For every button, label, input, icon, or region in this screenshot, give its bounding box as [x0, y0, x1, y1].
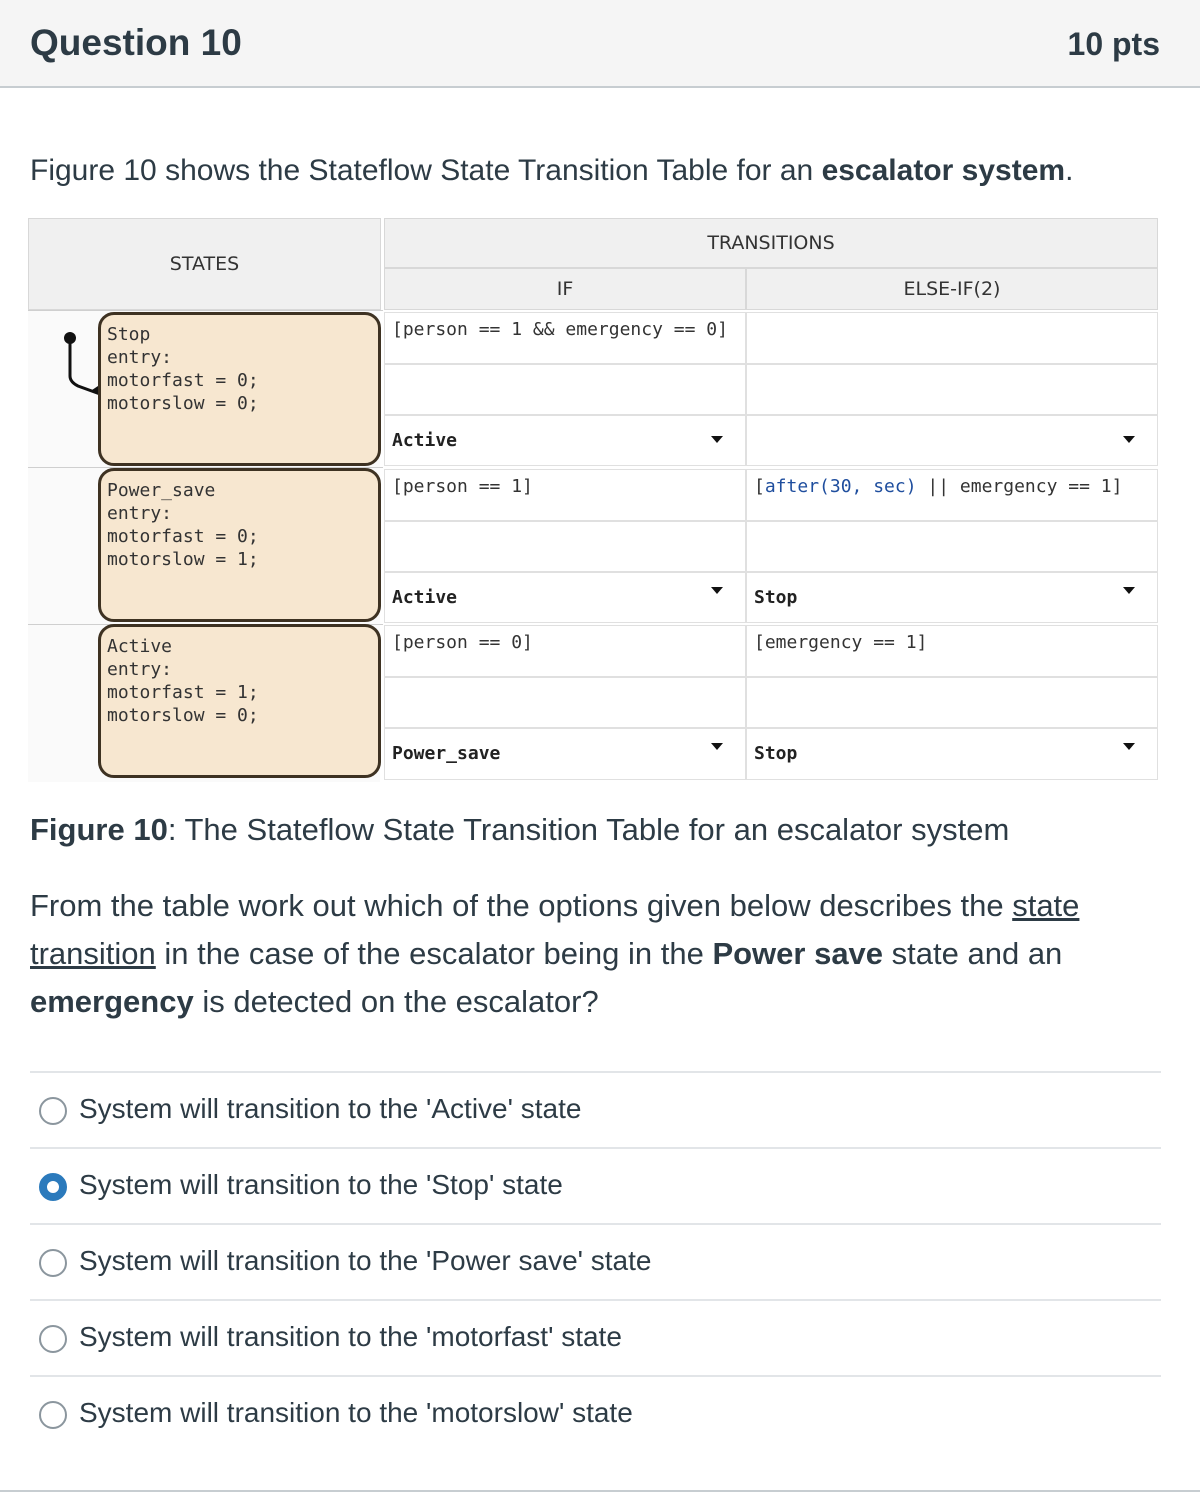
radio-button-icon[interactable]	[39, 1249, 67, 1277]
elseif-empty-stop	[746, 364, 1158, 415]
if-header: IF	[384, 268, 746, 310]
states-header: STATES	[28, 218, 381, 310]
if-destination-power-save[interactable]	[384, 572, 746, 623]
transitions-header: TRANSITIONS	[384, 218, 1158, 268]
answer-label[interactable]: System will transition to the 'Power save' state	[79, 1245, 652, 1276]
if-destination-stop-label: Active	[392, 430, 458, 451]
question-text	[30, 882, 1160, 1026]
if-empty-power-save	[384, 521, 746, 572]
dropdown-caret-icon	[711, 587, 723, 594]
answer-option-4[interactable]	[30, 1299, 1161, 1375]
if-destination-stop[interactable]	[384, 415, 746, 466]
if-empty-active	[384, 677, 746, 728]
dropdown-caret-icon	[711, 743, 723, 750]
dropdown-caret-icon	[1123, 743, 1135, 750]
dropdown-caret-icon	[1123, 436, 1135, 443]
state-transition-table-figure	[28, 218, 1160, 782]
question-text-bold-2: emergency	[30, 984, 194, 1019]
answer-option-2[interactable]	[30, 1147, 1161, 1223]
question-text-bold-1: Power save	[712, 936, 884, 971]
if-destination-active-label: Power_save	[392, 743, 501, 764]
answer-option-5[interactable]	[30, 1375, 1161, 1451]
radio-button-icon[interactable]	[39, 1325, 67, 1353]
elseif-destination-stop[interactable]	[746, 415, 1158, 466]
state-power-save[interactable]: Power_save entry: motorfast = 0; motorslow = 1;	[98, 468, 381, 622]
question-text-4: is detected on the escalator?	[193, 984, 599, 1019]
answer-label[interactable]: System will transition to the 'Active' state	[79, 1093, 582, 1124]
elseif-destination-active-label: Stop	[754, 743, 798, 764]
bottom-divider	[0, 1490, 1200, 1492]
dropdown-caret-icon	[1123, 587, 1135, 594]
radio-button-selected-icon[interactable]	[39, 1173, 67, 1201]
question-header	[0, 0, 1200, 88]
if-condition-active[interactable]: [person == 0]	[384, 625, 746, 677]
elseif-header: ELSE-IF(2)	[746, 268, 1158, 310]
radio-button-icon[interactable]	[39, 1401, 67, 1429]
elseif-cond-post: || emergency == 1]	[916, 476, 1123, 497]
if-condition-stop[interactable]: [person == 1 && emergency == 0]	[384, 312, 746, 364]
elseif-condition-stop[interactable]	[746, 312, 1158, 364]
elseif-empty-power-save	[746, 521, 1158, 572]
state-stop[interactable]: Stop entry: motorfast = 0; motorslow = 0;	[98, 312, 381, 466]
if-condition-power-save[interactable]: [person == 1]	[384, 469, 746, 521]
elseif-destination-power-save-label: Stop	[754, 587, 798, 608]
question-text-3: state and an	[883, 936, 1063, 971]
answer-option-3[interactable]	[30, 1223, 1161, 1299]
if-destination-active[interactable]	[384, 728, 746, 780]
elseif-cond-pre: [	[754, 476, 765, 497]
question-text-1: From the table work out which of the options given below describes the	[30, 888, 1013, 923]
elseif-empty-active	[746, 677, 1158, 728]
intro-bold: escalator system	[821, 154, 1066, 187]
answer-list	[30, 1071, 1161, 1451]
elseif-destination-power-save[interactable]	[746, 572, 1158, 623]
if-destination-power-save-label: Active	[392, 587, 458, 608]
question-points: 10 pts	[1067, 26, 1160, 62]
intro-text: Figure 10 shows the Stateflow State Transition Table for an	[30, 154, 822, 187]
question-text-underline: state transition	[30, 888, 1080, 971]
state-active[interactable]: Active entry: motorfast = 1; motorslow = 0;	[98, 624, 381, 778]
answer-label[interactable]: System will transition to the 'motorfast' state	[79, 1321, 622, 1352]
question-intro	[30, 154, 1073, 188]
figure-caption	[30, 812, 1009, 848]
elseif-destination-active[interactable]	[746, 728, 1158, 780]
elseif-cond-keyword: after(30, sec)	[764, 476, 917, 497]
if-empty-stop	[384, 364, 746, 415]
question-title: Question 10	[30, 22, 242, 63]
intro-end: .	[1065, 154, 1074, 187]
elseif-condition-active[interactable]: [emergency == 1]	[746, 625, 1158, 677]
dropdown-caret-icon	[711, 436, 723, 443]
caption-text: : The Stateflow State Transition Table for an escalator system	[167, 812, 1010, 847]
answer-label[interactable]: System will transition to the 'motorslow' state	[79, 1397, 633, 1428]
caption-bold: Figure 10	[30, 812, 168, 847]
question-text-2: in the case of the escalator being in the	[155, 936, 713, 971]
answer-option-1[interactable]	[30, 1071, 1161, 1147]
answer-label[interactable]: System will transition to the 'Stop' state	[79, 1169, 563, 1200]
elseif-condition-power-save[interactable]	[746, 469, 1158, 521]
radio-button-icon[interactable]	[39, 1097, 67, 1125]
